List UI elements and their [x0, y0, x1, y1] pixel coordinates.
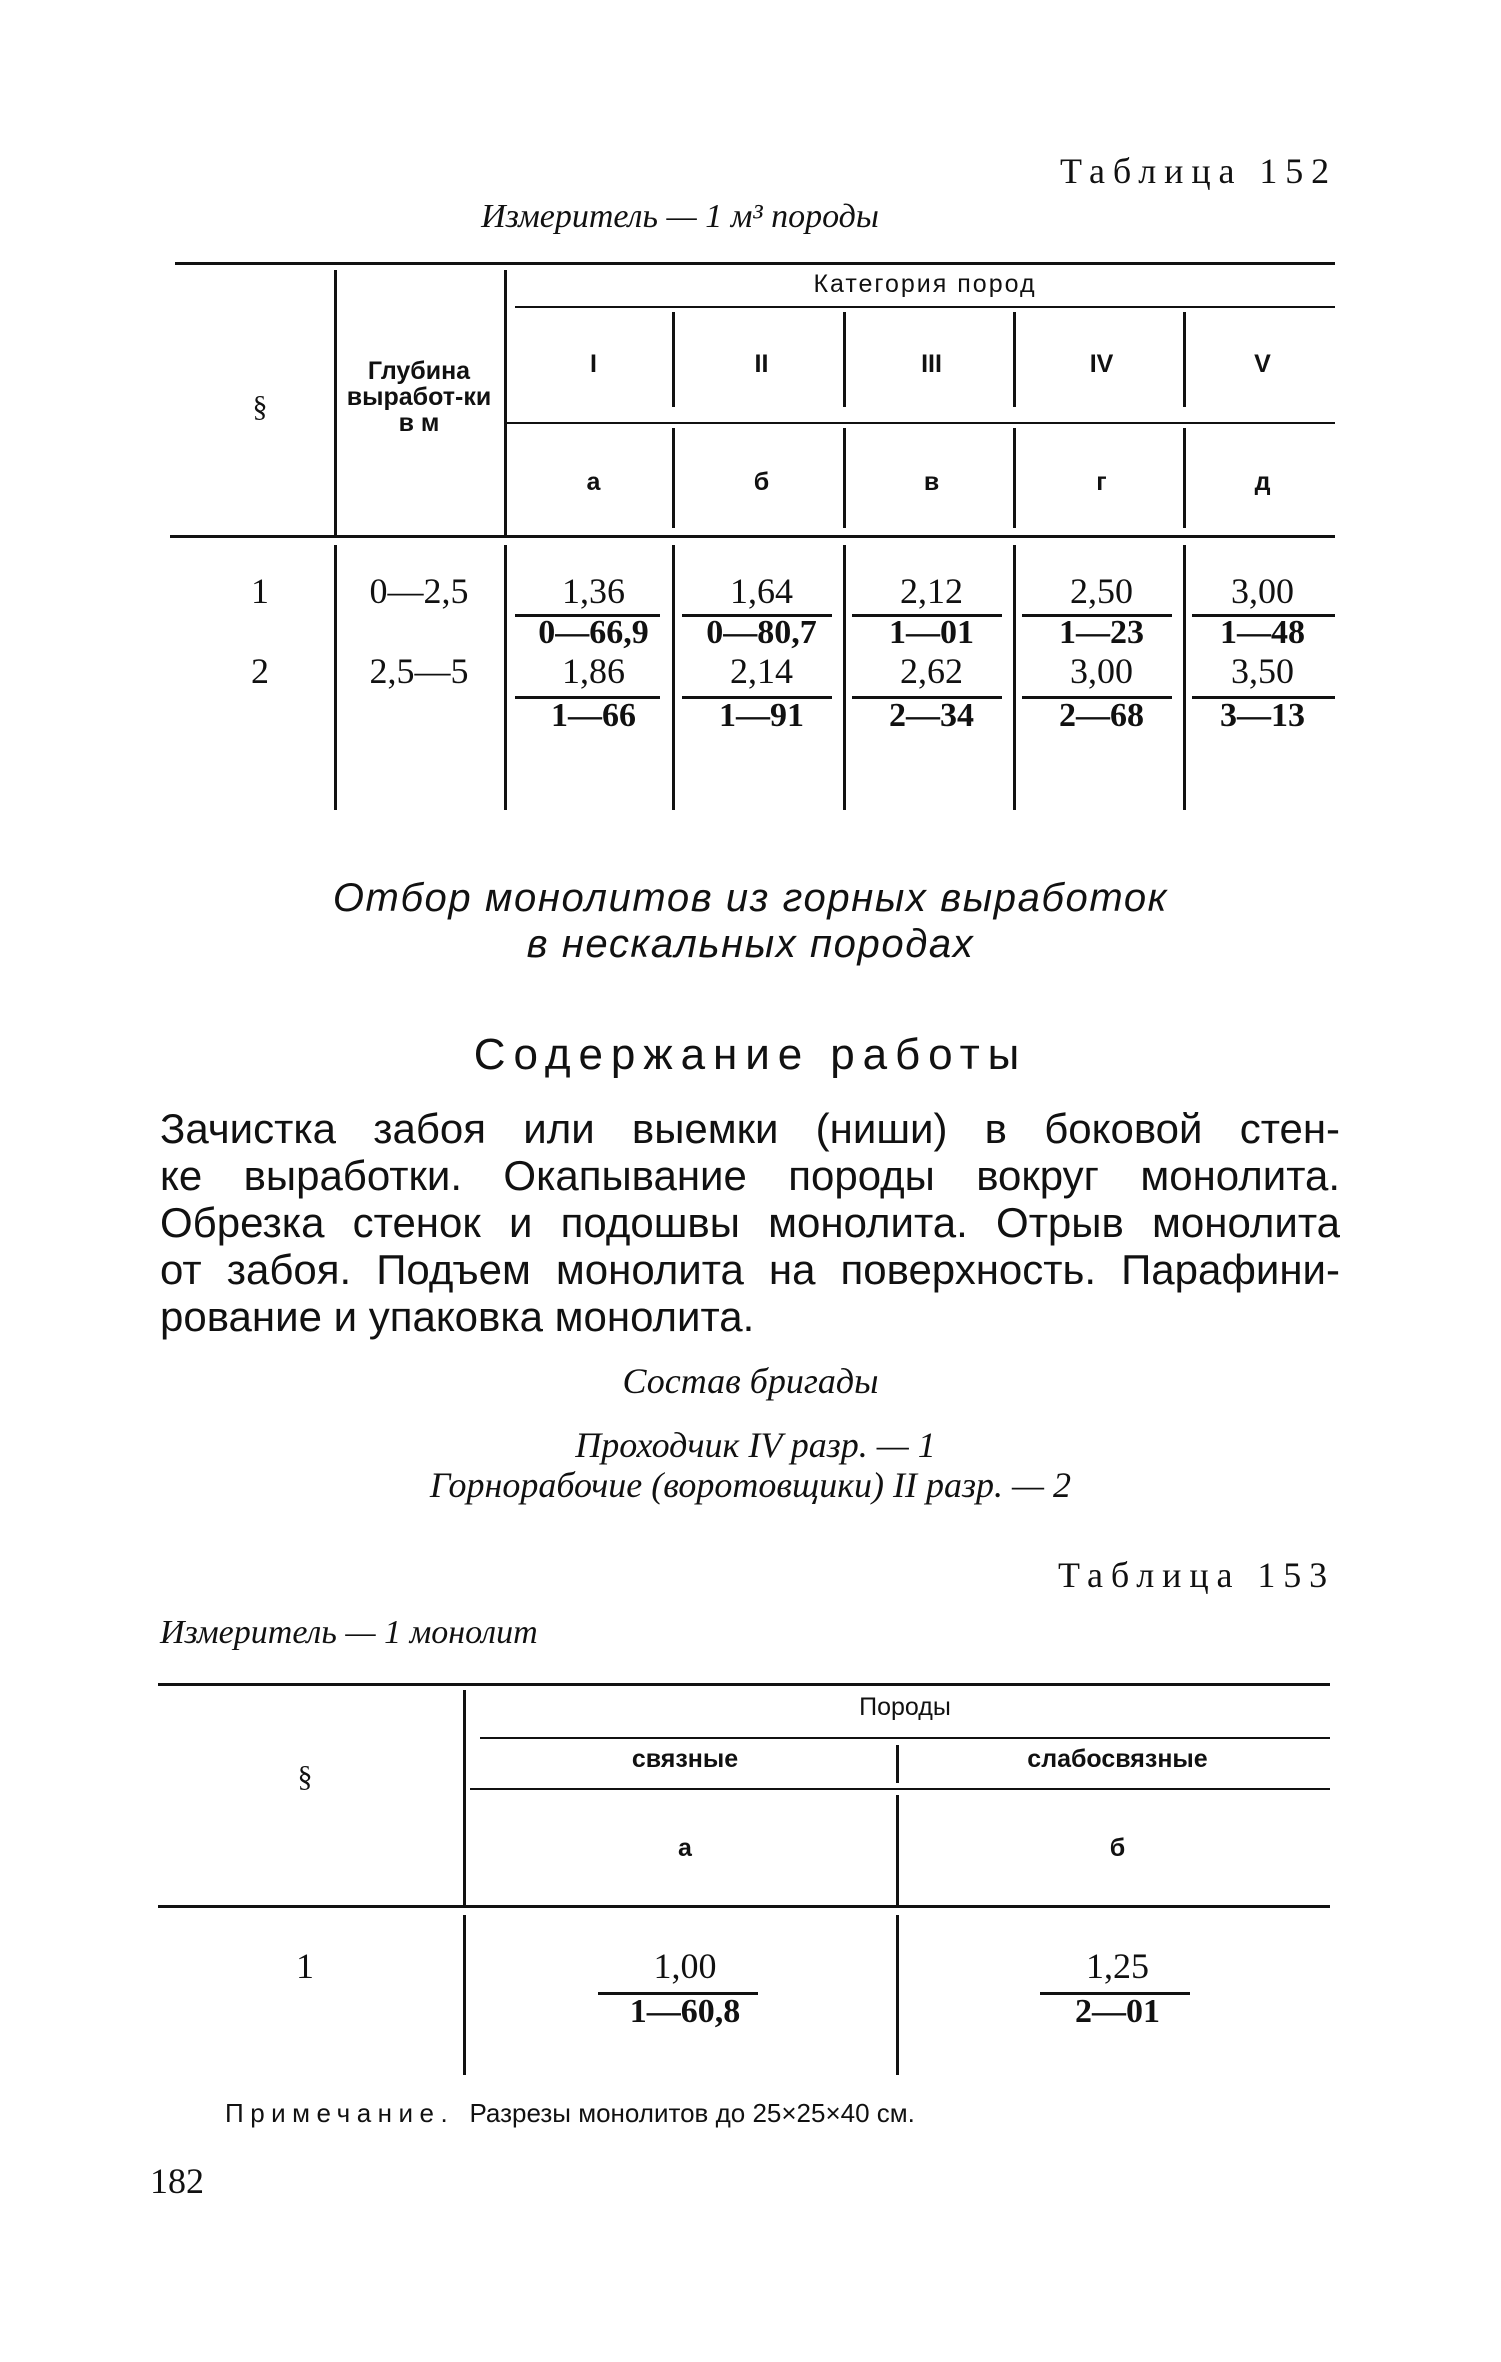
r2-c4-bottom: 2—68: [1059, 697, 1144, 734]
row-1-section: 1: [251, 571, 269, 611]
r1-c4-top: 2,50: [1070, 571, 1133, 611]
header-col-3: III: [921, 350, 942, 378]
header-letter-d: д: [1254, 468, 1271, 496]
paragraph-line-4: от забоя. Подъем монолита на поверхность. Парафини-: [160, 1246, 1340, 1293]
row-2-depth: 2,5—5: [369, 651, 469, 691]
table-152-caption: Таблица 152: [1060, 151, 1338, 191]
section-title: [0, 875, 1501, 967]
content-heading: Содержание работы: [473, 1030, 1028, 1079]
note-label: Примечание.: [225, 2098, 455, 2128]
brigade-list: [0, 1425, 1501, 1505]
row-2-section: 2: [251, 651, 269, 691]
t153-row-1-section: 1: [296, 1946, 314, 1986]
r2-c4-top: 3,00: [1070, 651, 1133, 691]
t153-header-col-1: связные: [631, 1745, 739, 1773]
t153-r1-c2-bottom: 2—01: [1075, 1993, 1160, 2030]
header-depth: Глубина выработ-ки в м: [346, 357, 492, 437]
table-152-unit: Измеритель — 1 м³ породы: [481, 198, 879, 235]
r1-c5-bottom: 1—48: [1220, 614, 1305, 651]
header-letter-g: г: [1096, 468, 1107, 496]
r1-c3-bottom: 1—01: [889, 614, 974, 651]
header-letter-v: в: [923, 468, 940, 496]
header-col-4: IV: [1089, 350, 1114, 378]
page-number: 182: [150, 2161, 204, 2201]
row-1-depth: 0—2,5: [369, 571, 469, 611]
r2-c3-bottom: 2—34: [889, 697, 974, 734]
r2-c1-bottom: 1—66: [551, 697, 636, 734]
table-152: [0, 0, 1501, 820]
r2-c5-top: 3,50: [1231, 651, 1294, 691]
t153-r1-c2-top: 1,25: [1086, 1946, 1149, 1986]
r2-c3-top: 2,62: [900, 651, 963, 691]
r1-c2-bottom: 0—80,7: [706, 614, 817, 651]
t153-header-group: Породы: [859, 1693, 951, 1721]
header-letter-b: б: [753, 468, 770, 496]
r2-c2-top: 2,14: [730, 651, 793, 691]
note: [225, 2098, 915, 2129]
content-paragraph: [160, 1105, 1340, 1340]
header-letter-a: а: [586, 468, 601, 496]
t153-header-letter-a: а: [678, 1834, 692, 1862]
section-title-line-1: Отбор монолитов из горных выработок: [332, 876, 1169, 920]
r2-c1-top: 1,86: [562, 651, 625, 691]
brigade-heading: Состав бригады: [622, 1361, 879, 1401]
header-category: Категория пород: [813, 270, 1037, 298]
r2-c5-bottom: 3—13: [1220, 697, 1305, 734]
t153-header-letter-b: б: [1109, 1834, 1126, 1862]
t153-header-section: §: [297, 1760, 313, 1793]
r1-c1-top: 1,36: [562, 571, 625, 611]
t153-r1-c1-bottom: 1—60,8: [629, 1993, 741, 2030]
brigade-line-2: Горнорабочие (воротовщики) II разр. — 2: [429, 1465, 1072, 1505]
t153-r1-c1-top: 1,00: [653, 1946, 717, 1986]
header-col-1: I: [590, 350, 597, 378]
table-153-caption: Таблица 153: [1058, 1555, 1336, 1595]
r1-c3-top: 2,12: [900, 571, 963, 611]
paragraph-line-3: Обрезка стенок и подошвы монолита. Отрыв монолита: [160, 1199, 1340, 1246]
header-section: §: [252, 390, 268, 423]
r1-c1-bottom: 0—66,9: [538, 614, 649, 651]
r1-c4-bottom: 1—23: [1059, 614, 1144, 651]
t153-header-col-2: слабосвязные: [1027, 1745, 1208, 1773]
header-col-2: II: [754, 350, 769, 378]
section-title-line-2: в нескальных породах: [526, 922, 975, 966]
paragraph-line-5: рование и упаковка монолита.: [160, 1293, 755, 1340]
r1-c5-top: 3,00: [1231, 571, 1294, 611]
table-153-unit: Измеритель — 1 монолит: [160, 1614, 538, 1651]
r1-c2-top: 1,64: [730, 571, 793, 611]
header-col-5: V: [1254, 350, 1271, 378]
paragraph-line-2: ке выработки. Окапывание породы вокруг монолита.: [160, 1152, 1340, 1199]
note-text: Разрезы монолитов до 25×25×40 см.: [469, 2098, 915, 2128]
paragraph-line-1: Зачистка забоя или выемки (ниши) в боковой стен-: [160, 1105, 1340, 1152]
r2-c2-bottom: 1—91: [719, 697, 804, 734]
brigade-line-1: Проходчик IV разр. — 1: [575, 1425, 936, 1465]
